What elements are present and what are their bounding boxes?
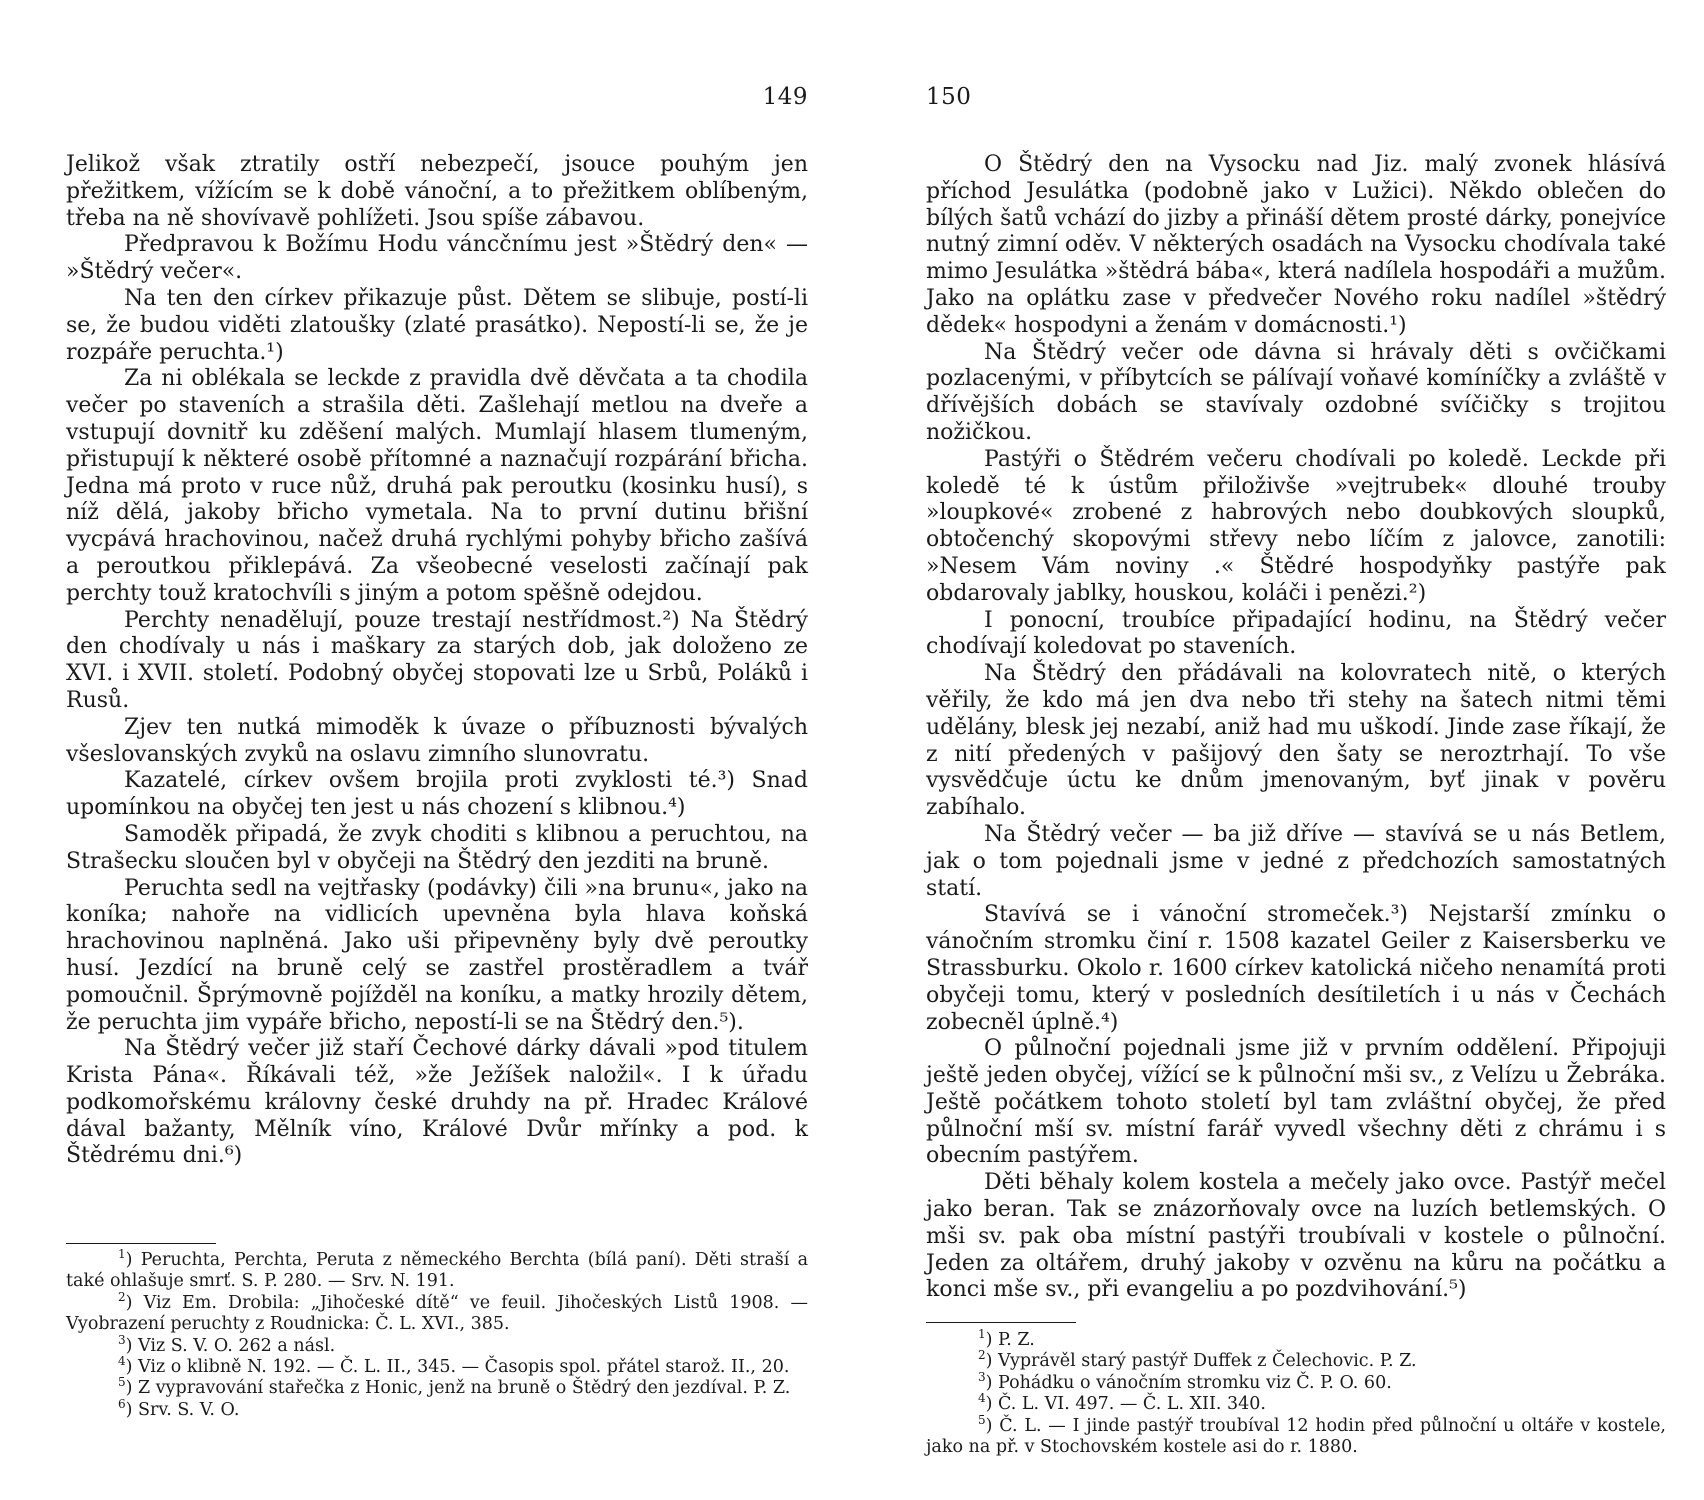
page-left bbox=[66, 0, 808, 1500]
footnote-rule bbox=[66, 1243, 216, 1244]
footnote: $^3$) Viz S. V. O. 262 a násl. bbox=[118, 1332, 336, 1356]
paragraph: Na Štědrý večer již staří Čechové dárky dávali »pod titulem Krista Pána«. Říkávali též, »že Ježíšek naložil«. I k úřadu podkomořskému královny české druhdy na př. Hradec Králové dával bažanty, Mělník víno, Králové Dvůr mřínky a pod. k Štědrému dni.⁶) bbox=[66, 1036, 808, 1169]
paragraph: Stavívá se i vánoční stromeček.³) Nejstarší zmínku o vánočním stromku činí r. 1508 kazatel Geiler z Kaisersberku ve Strassburku. Okolo r. 1600 církev katolická ničeho nenamítá proti obyčeji tomu, který v posledních desítiletích i u nás v Čechách zobecněl úplně.⁴) bbox=[926, 902, 1666, 1035]
footnote: $^1$) Peruchta, Perchta, Peruta z německého Berchta (bílá paní). Děti straší a také ohlašuje smrť. S. P. 280. — Srv. N. 191. bbox=[66, 1247, 809, 1292]
footnote: $^1$) P. Z. bbox=[978, 1327, 1035, 1350]
page-number: 149 bbox=[762, 84, 808, 110]
paragraph: Na Štědrý večer — ba již dříve — stavívá se u nás Betlem, jak o tom pojednali jsme v jedné z předchozích samostatných statí. bbox=[926, 821, 1666, 901]
footnote: $^5$) Z vypravování stařečka z Honic, jenž na bruně o Štědrý den jezdíval. P. Z. bbox=[118, 1375, 791, 1399]
footnotes bbox=[926, 1327, 1666, 1458]
paragraph: Na ten den církev přikazuje půst. Dětem se slibuje, postí-li se, že budou viděti zlatoušky (zlaté prasátko). Nepostí-li se, že je rozpáře peruchta.¹) bbox=[66, 285, 808, 365]
page-body bbox=[926, 152, 1666, 1304]
footnote: $^3$) Pohádku o vánočním stromku viz Č. P. O. 60. bbox=[978, 1369, 1392, 1393]
footnote-rule bbox=[926, 1322, 1076, 1323]
paragraph: Peruchta sedl na vejtřasky (podávky) čili »na brunu«, jako na koníka; nahoře na vidlicích upevněna byla hlava koňská hrachovinou naplněná. Jako uši připevněny byly dvě peroutky husí. Jezdící na bruně celý se zastřel prostěradlem a tvář pomoučnil. Šprýmovně pojížděl na koníku, a matky hrozily dětem, že peruchta jim vypáře břicho, nepostí-li se na Štědrý den.⁵). bbox=[66, 875, 808, 1035]
footnote: $^2$) Viz Em. Drobila: „Jihočeské dítě“ ve feuil. Jihočeských Listů 1908. — Vyobrazení peruchty z Roudnicka: Č. L. XVI., 385. bbox=[66, 1289, 808, 1335]
paragraph: O Štědrý den na Vysocku nad Jiz. malý zvonek hlásívá příchod Jesulátka (podobně jako v Lužici). Někdo oblečen do bílých šatů vchází do jizby a přináší dětem prosté dárky, ponejvíce nutný zimní oděv. V některých osadách na Vysocku chodívala také mimo Jesulátka »štědrá bába«, která nadílela hospodáři a mužům. Jako na oplátku zase v předvečer Nového roku nadílel »štědrý dědek« hospodyni a ženám v domácnosti.¹) bbox=[926, 152, 1666, 338]
paragraph: Na Štědrý den přádávali na kolovratech nitě, o kterých věřily, že kdo má jen dva nebo tři stehy na šatech nitmi těmi udělány, blesk jej nezabí, aniž had mu uškodí. Jinde zase říkají, že z nití předených v pašijový den šaty se neroztrhají. To vše vysvědčuje úctu ke dnům jmenovaným, byť jinak v pověru zabíhalo. bbox=[926, 661, 1666, 821]
footnote: $^4$) Č. L. VI. 497. — Č. L. XII. 340. bbox=[978, 1391, 1266, 1415]
footnotes bbox=[66, 1247, 809, 1421]
paragraph: Perchty nenadělují, pouze trestají nestřídmost.²) Na Štědrý den chodívaly u nás i maškary za starých dob, jak doloženo ze XVI. i XVII. století. Podobný obyčej stopovati lze u Srbů, Poláků i Rusů. bbox=[66, 607, 808, 713]
paragraph: Samoděk připadá, že zvyk choditi s klibnou a peruchtou, na Strašecku sloučen byl v obyčeji na Štědrý den jezditi na bruně. bbox=[66, 821, 808, 874]
footnote: $^4$) Viz o klibně N. 192. — Č. L. II., 345. — Časopis spol. přátel starož. II., 20. bbox=[118, 1354, 790, 1378]
footnote: $^5$) Č. L. — I jinde pastýř troubíval 12 hodin před půlnoční u oltáře v kostele, jako na př. v Stochovském kostele asi do r. 1880. bbox=[926, 1412, 1666, 1458]
paragraph: I ponocní, troubíce připadající hodinu, na Štědrý večer chodívají koledovat po staveních. bbox=[926, 607, 1666, 660]
paragraph: Na Štědrý večer ode dávna si hrávaly děti s ovčičkami pozlacenými, v příbytcích se pálívají voňavé komíníčky a zvláště v dřívějších dobách se stavívaly ozdobné svíčičky s trojitou nožičkou. bbox=[926, 339, 1666, 445]
page-body bbox=[66, 152, 808, 1170]
paragraph: Předpravou k Božímu Hodu váncčnímu jest »Štědrý den« — »Štědrý večer«. bbox=[66, 232, 808, 285]
paragraph: Děti běhaly kolem kostela a mečely jako ovce. Pastýř mečel jako beran. Tak se znázorňovaly ovce na luzích betlemských. O mši sv. pak oba místní pastýři troubívali v kostele o půlnoční. Jeden za oltářem, druhý jakoby v ozvěnu na kůru na počátku a konci mše sv., při evangeliu a po pozdvihování.⁵) bbox=[926, 1170, 1666, 1303]
paragraph: Za ni oblékala se leckde z pravidla dvě děvčata a ta chodila večer po staveních a strašila děti. Zašlehají metlou na dveře a vstupují dovnitř ku zděšení malých. Mumlají hlasem tlumeným, přistupují k některé osobě přítomné a naznačují rozpárání břicha. Jedna má proto v ruce nůž, druhá pak peroutku (kosinku husí), s níž dělá, jakoby břicho vymetala. Na to první dutinu břišní vycpává hrachovinou, načež druhá rychlými pohyby břicho zašívá a peroutkou přiklepává. Za všeobecné veselosti začínají pak perchty touž kratochvíli s jiným a potom spěšně odejdou. bbox=[66, 366, 808, 606]
paragraph: Jelikož však ztratily ostří nebezpečí, jsouce pouhým jen přežitkem, vížícím se k době vánoční, a to přežitkem oblíbeným, třeba na ně shovívavě pohlížeti. Jsou spíše zábavou. bbox=[66, 152, 808, 231]
paragraph: Zjev ten nutká mimoděk k úvaze o příbuznosti bývalých všeslovanských zvyků na oslavu zimního slunovratu. bbox=[66, 714, 808, 767]
paragraph: Pastýři o Štědrém večeru chodívali po koledě. Leckde při koledě té k ústům přiloživše »vejtrubek« dlouhé trouby »loupkové« zrobené z habrových nebo doubkových sloupků, obtočenchý skopovými střevy nebo líčím z jalovce, zanotili: »Nesem Vám noviny .« Štědré hospodyňky pastýře pak obdarovaly jablky, houskou, koláči i penězi.²) bbox=[926, 446, 1666, 606]
footnote: $^6$) Srv. S. V. O. bbox=[118, 1397, 240, 1420]
paragraph: O půlnoční pojednali jsme již v prvním oddělení. Připojuji ještě jeden obyčej, vížící se k půlnoční mši sv., z Velízu u Žebráka. Ještě počátkem tohoto století byl tam zvláštní obyčej, že před půlnoční mší sv. místní farář vyvedl všechny děti z chrámu i s obecním pastýřem. bbox=[926, 1036, 1666, 1169]
footnote: $^2$) Vyprávěl starý pastýř Duffek z Čelechovic. P. Z. bbox=[978, 1348, 1417, 1372]
page-number: 150 bbox=[926, 84, 972, 110]
page-right bbox=[926, 0, 1666, 1500]
paragraph: Kazatelé, církev ovšem brojila proti zvyklosti té.³) Snad upomínkou na obyčej ten jest u nás chození s klibnou.⁴) bbox=[66, 768, 808, 821]
